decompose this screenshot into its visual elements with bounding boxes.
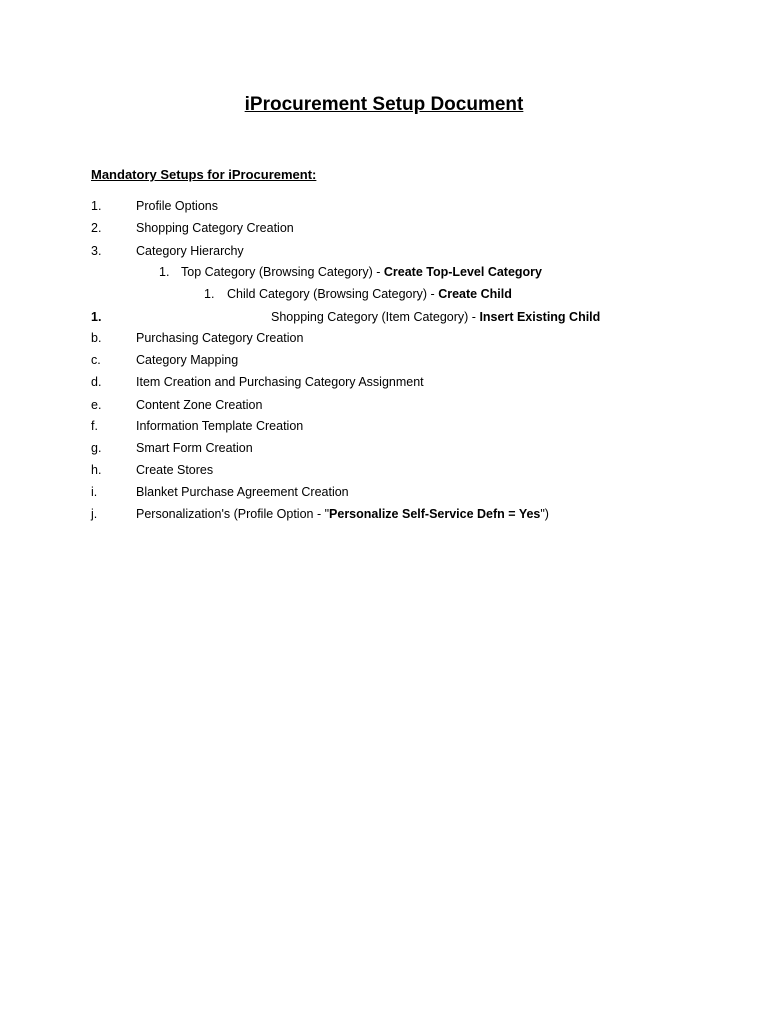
list-marker: c. — [91, 353, 101, 367]
list-item — [0, 219, 768, 237]
section-heading: Mandatory Setups for iProcurement: — [91, 167, 317, 182]
list-item-text: Category Mapping — [136, 353, 239, 367]
list-item — [0, 396, 768, 414]
list-marker: g. — [91, 441, 102, 455]
list-item-text: Purchasing Category Creation — [136, 331, 304, 345]
list-marker: i. — [91, 485, 98, 499]
list-item — [0, 505, 768, 523]
list-marker: 1. — [159, 265, 170, 279]
list-item — [0, 329, 768, 347]
list-marker: b. — [91, 331, 102, 345]
list-item — [0, 242, 768, 260]
list-item-text: Child Category (Browsing Category) - Create Child — [227, 287, 512, 301]
list-item-text: Category Hierarchy — [136, 244, 244, 258]
list-item — [0, 373, 768, 391]
list-item-text: Blanket Purchase Agreement Creation — [136, 485, 349, 499]
list-marker: f. — [91, 419, 98, 433]
list-marker: 1. — [204, 287, 215, 301]
list-item — [0, 351, 768, 369]
document-title: iProcurement Setup Document — [244, 94, 524, 115]
list-item-text: Smart Form Creation — [136, 441, 253, 455]
list-item — [0, 417, 768, 435]
list-marker: 3. — [91, 244, 102, 258]
list-item-text: Shopping Category Creation — [136, 221, 294, 235]
list-item-text: Top Category (Browsing Category) - Create Top-Level Category — [181, 265, 543, 279]
list-item — [0, 461, 768, 479]
list-item-text: Personalization's (Profile Option - "Personalize Self-Service Defn = Yes") — [136, 507, 549, 521]
list-item-text: Shopping Category (Item Category) - Insert Existing Child — [271, 310, 601, 324]
list-marker: 1. — [91, 199, 102, 213]
list-item — [0, 197, 768, 215]
list-marker: d. — [91, 375, 102, 389]
list-item-text: Create Stores — [136, 463, 214, 477]
list-item-emphasis: Create Child — [438, 287, 512, 301]
list-marker: h. — [91, 463, 102, 477]
list-item — [0, 483, 768, 501]
list-item-emphasis: Insert Existing Child — [479, 310, 601, 324]
list-item-emphasis: Create Top-Level Category — [383, 265, 543, 279]
list-item-text: Content Zone Creation — [136, 398, 263, 412]
list-item-nested — [0, 263, 768, 281]
list-item — [0, 308, 768, 326]
list-marker: j. — [91, 507, 98, 521]
list-marker: 1. — [91, 310, 102, 324]
list-item-text: Information Template Creation — [136, 419, 304, 433]
list-marker: 2. — [91, 221, 102, 235]
list-item-emphasis: Personalize Self-Service Defn = Yes — [329, 507, 541, 521]
list-item-text: Profile Options — [136, 199, 218, 213]
list-item — [0, 439, 768, 457]
list-marker: e. — [91, 398, 102, 412]
list-item-text: Item Creation and Purchasing Category Assignment — [136, 375, 424, 389]
list-item-nested — [0, 285, 768, 303]
